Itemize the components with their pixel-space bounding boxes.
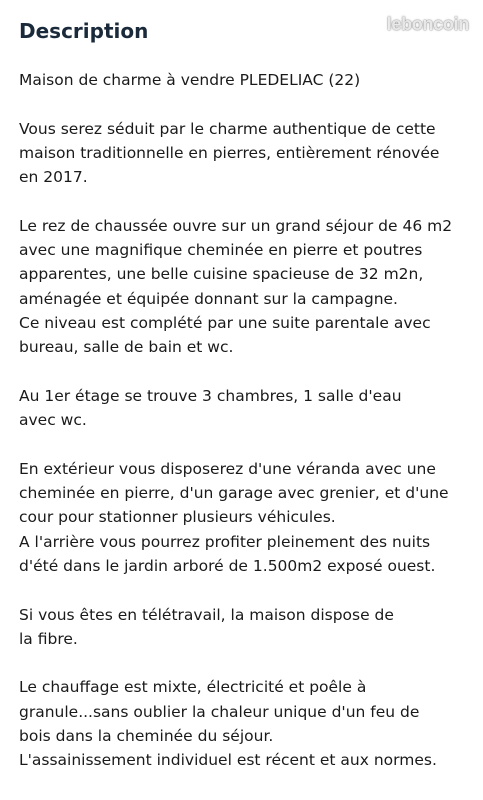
section-title: Description	[19, 19, 149, 43]
description-text: Maison de charme à vendre PLEDELIAC (22) Vous serez séduit par le charme authentique de cette maison traditionnelle en pierres, entièrement rénovée en 2017. Le rez de chaussée ouvre sur un grand séjour de 46 m2 avec une magnifique cheminée en pierre et poutres apparentes, une belle cuisine spacieuse de 32 m2n, aménagée et équipée donnant sur la campagne. Ce niveau est complété par une suite parentale avec bureau, salle de bain et wc. Au 1er étage se trouve 3 chambres, 1 salle d'eau avec wc. En extérieur vous disposerez d'une véranda avec une cheminée en pierre, d'un garage avec grenier, et d'une cour pour stationner plusieurs véhicules. A l'arrière vous pourrez profiter pleinement des nuits d'été dans le jardin arboré de 1.500m2 exposé ouest. Si vous êtes en télétravail, la maison dispose de la fibre. Le chauffage est mixte, électricité et poêle à granule...sans oublier la chaleur unique d'un feu de bois dans la cheminée du séjour. L'assainissement individuel est récent et aux normes.	[19, 71, 453, 770]
leboncoin-watermark: leboncoin	[386, 14, 469, 34]
